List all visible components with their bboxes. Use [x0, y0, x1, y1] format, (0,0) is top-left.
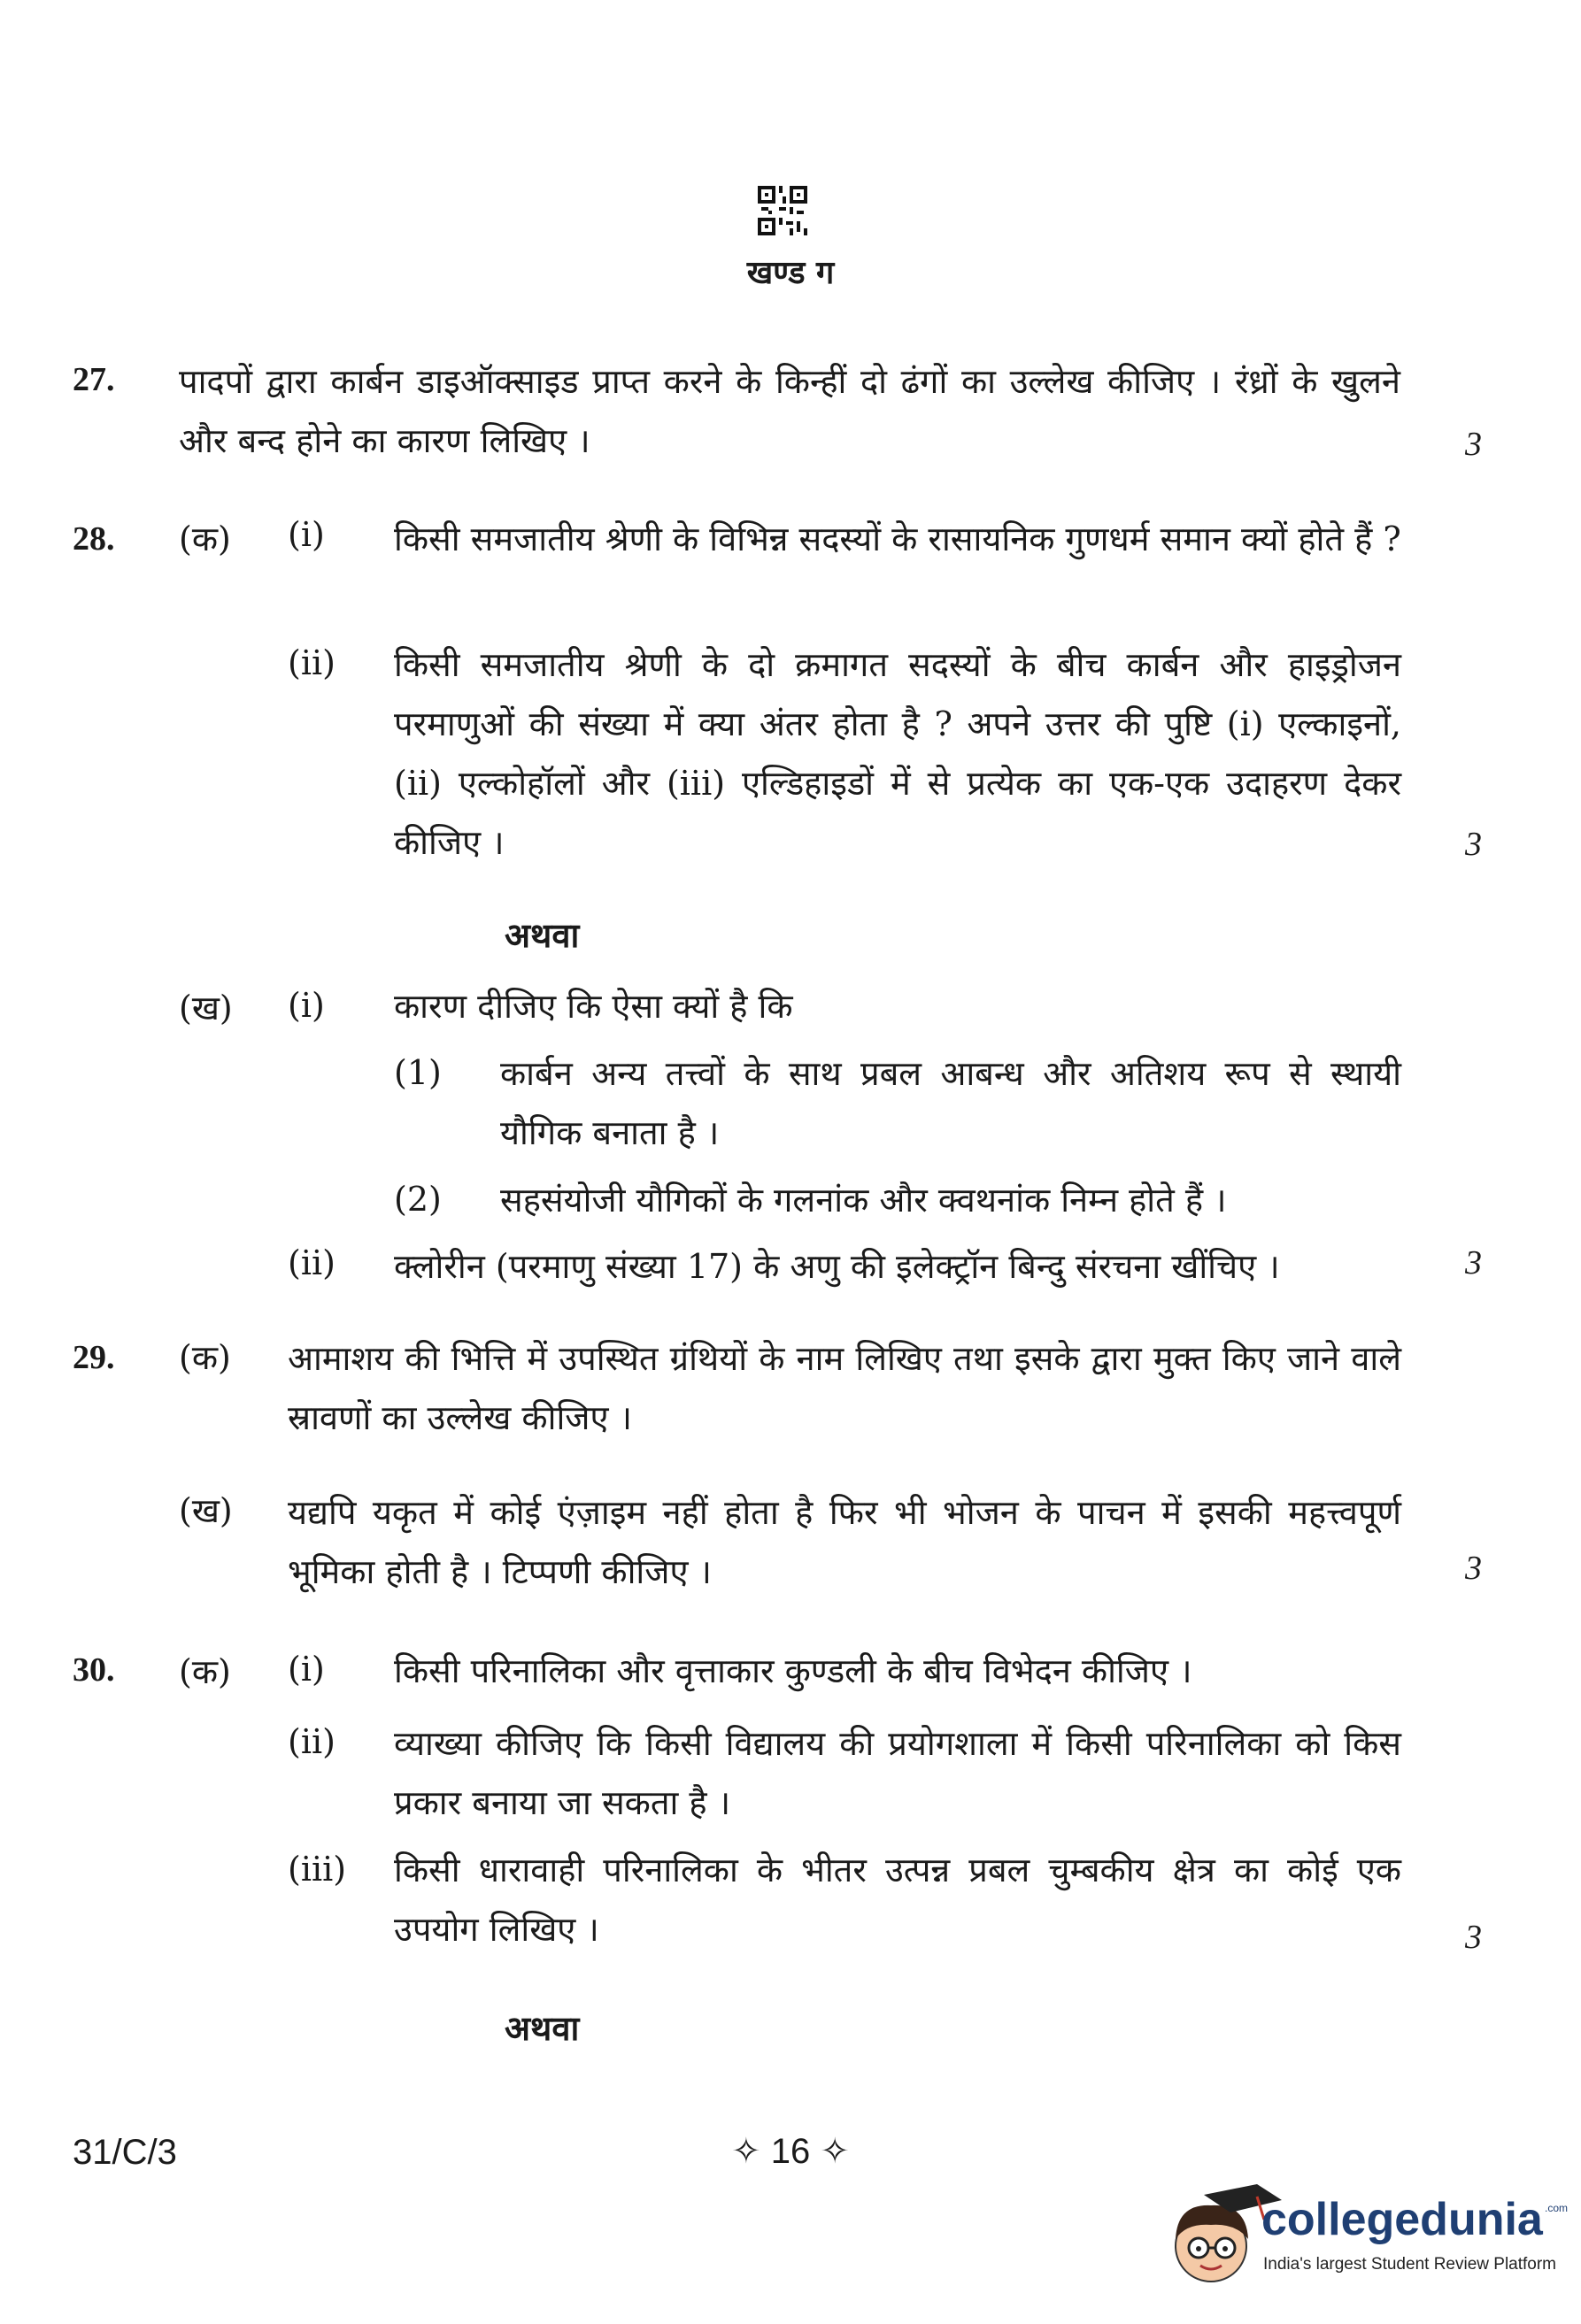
- subpart-label: (ii): [288, 643, 335, 682]
- subpart-label: (i): [288, 1650, 325, 1689]
- question-number: 27.: [73, 361, 115, 398]
- question-text: किसी समजातीय श्रेणी के विभिन्न सदस्यों के रासायनिक गुणधर्म समान क्यों होते हैं ?: [394, 519, 1401, 558]
- question-number: 28.: [73, 520, 115, 558]
- watermark-suffix: .com: [1545, 2202, 1569, 2214]
- question-text: कार्बन अन्य तत्त्वों के साथ प्रबल आबन्ध और अतिशय रूप से स्थायी यौगिक बनाता है ।: [500, 1054, 1401, 1152]
- option-label: (ख): [179, 1491, 233, 1530]
- option-label: (क): [179, 1652, 231, 1691]
- subpart-label: (i): [288, 515, 325, 554]
- question-text: किसी परिनालिका और वृत्ताकार कुण्डली के बीच विभेदन कीजिए ।: [394, 1651, 1192, 1690]
- subpart-label: (iii): [288, 1850, 347, 1889]
- page-number: ✧ 16 ✧: [731, 2132, 850, 2171]
- subpart-label: (ii): [288, 1722, 335, 1761]
- question-text: व्याख्या कीजिए कि किसी विद्यालय की प्रयोगशाला में किसी परिनालिका को किस प्रकार बनाया जा सकता है ।: [394, 1724, 1401, 1822]
- subpart-label: (i): [288, 986, 325, 1025]
- marks: 3: [1465, 1919, 1482, 1956]
- or-label: अथवा: [505, 2008, 580, 2048]
- marks: 3: [1465, 1244, 1482, 1281]
- subpart-label: (2): [394, 1180, 442, 1219]
- paper-code: 31/C/3: [73, 2133, 177, 2172]
- watermark-brand: collegedunia: [1261, 2194, 1543, 2245]
- section-title: खण्ड ग: [746, 254, 835, 291]
- question-text: आमाशय की भित्ति में उपस्थित ग्रंथियों के नाम लिखिए तथा इसके द्वारा मुक्त किए जाने वाले स्रावणों का उल्लेख कीजिए ।: [288, 1339, 1401, 1437]
- qr-code-icon: [758, 186, 807, 235]
- question-text: पादपों द्वारा कार्बन डाइऑक्साइड प्राप्त करने के किन्हीं दो ढंगों का उल्लेख कीजिए । रंध्रों के खुलने और बन्द होने का कारण लिखिए ।: [179, 362, 1400, 460]
- or-label: अथवा: [505, 915, 580, 955]
- marks: 3: [1465, 826, 1482, 863]
- subpart-label: (ii): [288, 1243, 335, 1282]
- subpart-label: (1): [394, 1053, 442, 1092]
- option-label: (क): [179, 1338, 231, 1377]
- option-label: (क): [179, 519, 231, 558]
- question-text: यद्यपि यकृत में कोई एंज़ाइम नहीं होता है फिर भी भोजन के पाचन में इसकी महत्त्वपूर्ण भूमिका होती है । टिप्पणी कीजिए ।: [288, 1493, 1401, 1591]
- watermark-tagline: India's largest Student Review Platform: [1263, 2255, 1557, 2274]
- question-number: 30.: [73, 1651, 115, 1689]
- question-number: 29.: [73, 1339, 115, 1376]
- question-text: किसी समजातीय श्रेणी के दो क्रमागत सदस्यों के बीच कार्बन और हाइड्रोजन परमाणुओं की संख्या में क्या अंतर होता है ? अपने उत्तर की पुष्टि (i) एल्काइनों, (ii) एल्कोहॉलों और (iii) एल्डिहाइडों में से प्रत्येक का एक-एक उदाहरण देकर कीजिए ।: [394, 645, 1401, 862]
- question-text: क्लोरीन (परमाणु संख्या 17) के अणु की इलेक्ट्रॉन बिन्दु संरचना खींचिए ।: [394, 1247, 1280, 1286]
- option-label: (ख): [179, 989, 233, 1027]
- marks: 3: [1465, 426, 1482, 463]
- marks: 3: [1465, 1550, 1482, 1587]
- question-text: कारण दीजिए कि ऐसा क्यों है कि: [394, 987, 793, 1026]
- question-text: सहसंयोजी यौगिकों के गलनांक और क्वथनांक निम्न होते हैं ।: [500, 1181, 1227, 1220]
- question-text: किसी धारावाही परिनालिका के भीतर उत्पन्न प्रबल चुम्बकीय क्षेत्र का कोई एक उपयोग लिखिए ।: [394, 1851, 1401, 1949]
